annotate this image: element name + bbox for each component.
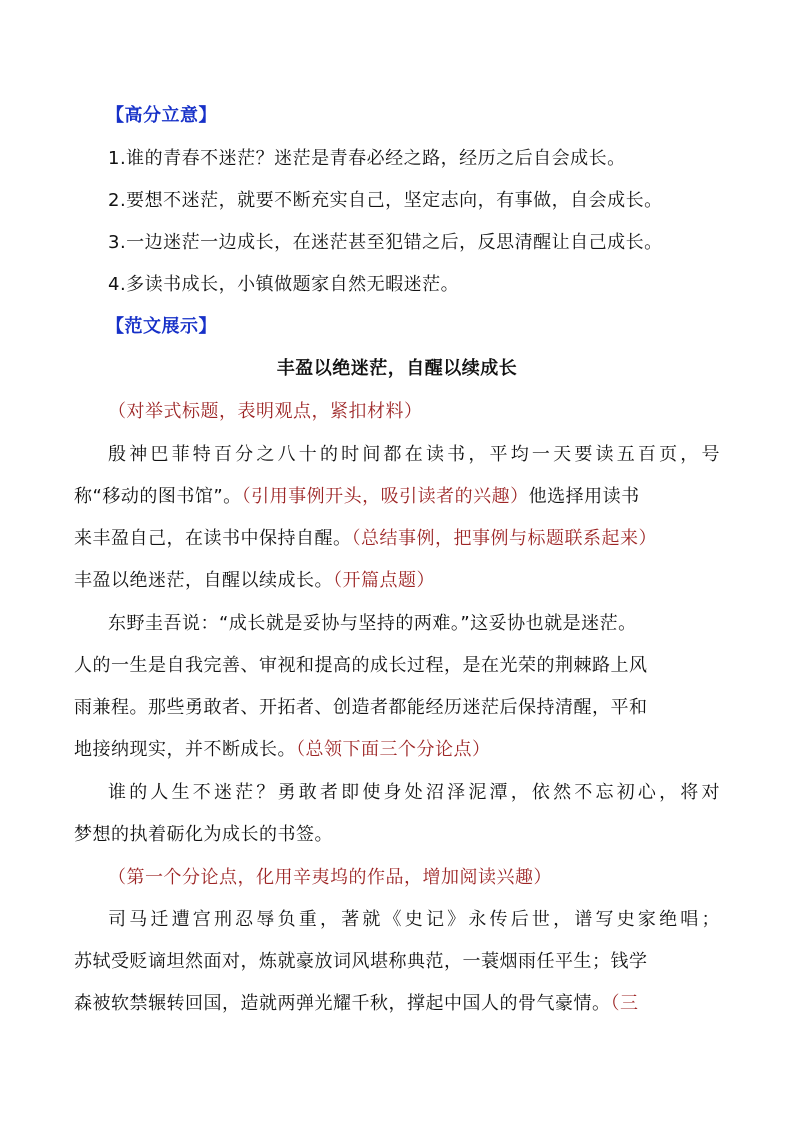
p1-line-2-text-a: 称“移动的图书馆”。: [74, 486, 242, 507]
p4-line-2: 苏轼受贬谪坦然面对，炼就豪放词风堪称典范，一蓑烟雨任平生；钱学: [74, 951, 648, 972]
point-4: 4.多读书成长，小镇做题家自然无暇迷茫。: [108, 274, 460, 295]
p2-line-1: 东野圭吾说：“成长就是妥协与坚持的两难。”这妥协也就是迷茫。: [108, 613, 637, 634]
p4-line-3-note: （三: [610, 993, 639, 1014]
essay-title: 丰盈以绝迷茫，自醒以续成长: [276, 358, 518, 379]
p3-line-2: 梦想的执着砺化为成长的书签。: [74, 824, 333, 845]
point-2: 2.要想不迷茫，就要不断充实自己，坚定志向，有事做，自会成长。: [108, 190, 663, 211]
p1-line-2-text-b: 他选择用读书: [528, 486, 640, 507]
p1-line-1: 殷神巴菲特百分之八十的时间都在读书，平均一天要读五百页，号: [108, 444, 720, 465]
p2-line-3: 雨兼程。那些勇敢者、开拓者、创造者都能经历迷茫后保持清醒，平和: [74, 697, 648, 718]
p1-line-4-note: （开篇点题）: [333, 570, 435, 591]
p1-line-3-text: 来丰盈自己，在读书中保持自醒。: [74, 528, 352, 549]
p3-line-1: 谁的人生不迷茫？勇敢者即使身处沼泽泥潭，依然不忘初心，将对: [108, 782, 720, 803]
p4-line-1: 司马迁遭宫刑忍辱负重，著就《史记》永传后世，谱写史家绝唱；: [108, 909, 720, 930]
point-1: 1.谁的青春不迷茫？迷茫是青春必经之路，经历之后自会成长。: [108, 148, 626, 169]
section-header-fanwen: 【范文展示】: [106, 316, 217, 337]
p1-line-4: [74, 569, 722, 593]
p1-line-3-note: （总结事例，把事例与标题联系起来）: [351, 528, 657, 549]
point-3: 3.一边迷茫一边成长，在迷茫甚至犯错之后，反思清醒让自己成长。: [108, 232, 663, 253]
section-header-gaofen: 【高分立意】: [106, 105, 217, 126]
p1-line-2: [74, 485, 722, 509]
p1-line-4-text: 丰盈以绝迷茫，自醒以续成长。: [74, 570, 333, 591]
p4-line-3-text: 森被软禁辗转回国，造就两弹光耀千秋，撑起中国人的骨气豪情。: [74, 993, 611, 1014]
p1-line-2-note: （引用事例开头，吸引读者的兴趣）: [241, 486, 529, 507]
p4-line-3: [74, 992, 722, 1016]
title-note: （对举式标题，表明观点，紧扣材料）: [108, 401, 423, 422]
p1-line-3: [74, 527, 722, 551]
p2-line-4: [74, 738, 722, 762]
p3-note: （第一个分论点，化用辛夷坞的作品，增加阅读兴趣）: [108, 867, 552, 888]
p2-line-4-note: （总领下面三个分论点）: [296, 739, 491, 760]
p2-line-4-text: 地接纳现实，并不断成长。: [74, 739, 296, 760]
p2-line-2: 人的一生是自我完善、审视和提高的成长过程，是在光荣的荆棘路上风: [74, 655, 648, 676]
